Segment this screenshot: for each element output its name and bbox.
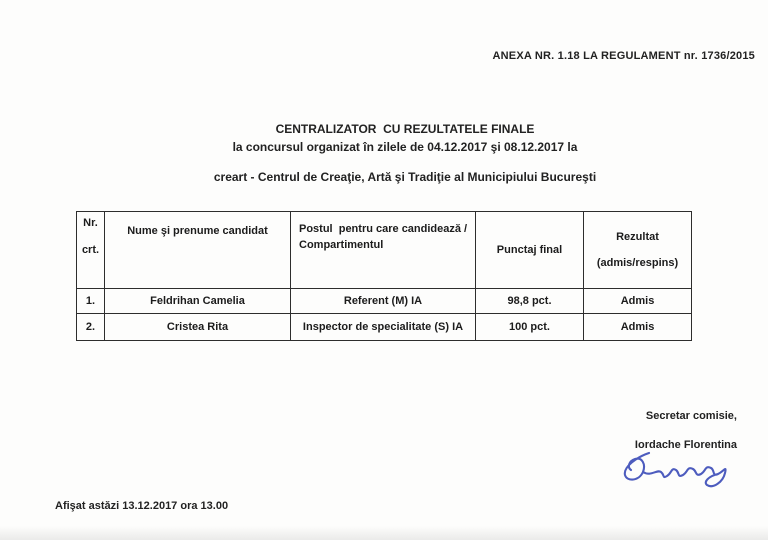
signature-block [615, 410, 737, 491]
header-nr-line1: Nr. [83, 217, 98, 229]
header-final-score: Punctaj final [476, 212, 584, 289]
header-candidate-name: Nume şi prenume candidat [105, 212, 291, 289]
signature-name: Iordache Florentina [634, 439, 737, 451]
table-row [77, 314, 692, 341]
handwritten-signature [615, 447, 735, 491]
header-nr-crt [77, 212, 105, 289]
header-position-line1: Postul pentru care candidează / [299, 223, 468, 235]
annex-reference: ANEXA NR. 1.18 LA REGULAMENT nr. 1736/2015 [492, 50, 755, 62]
results-table [76, 211, 692, 341]
cell-candidate-name: Cristea Rita [105, 314, 291, 341]
cell-score: 98,8 pct. [476, 289, 584, 314]
cell-nr: 1. [77, 289, 105, 314]
document-title: CENTRALIZATOR CU REZULTATELE FINALE [275, 122, 535, 136]
table-row [77, 289, 692, 314]
cell-nr: 2. [77, 314, 105, 341]
scan-edge-shadow [0, 526, 768, 540]
cell-result: Admis [584, 289, 692, 314]
posted-date-note: Afişat astăzi 13.12.2017 ora 13.00 [55, 500, 229, 512]
cell-candidate-name: Feldrihan Camelia [105, 289, 291, 314]
cell-result: Admis [584, 314, 692, 341]
header-result-line2: (admis/respins) [596, 257, 679, 269]
signature-role: Secretar comisie, [645, 410, 737, 422]
header-nr-line2: crt. [81, 244, 100, 256]
cell-score: 100 pct. [476, 314, 584, 341]
header-result-line1: Rezultat [616, 231, 659, 243]
header-result [584, 212, 692, 289]
header-position-line2: Compartimentul [299, 239, 384, 251]
cell-position: Inspector de specialitate (S) IA [291, 314, 476, 341]
document-subtitle: la concursul organizat în zilele de 04.12.2017 şi 08.12.2017 la [232, 140, 578, 154]
cell-position: Referent (M) IA [291, 289, 476, 314]
organization-name: creart - Centrul de Creaţie, Artă şi Tradiţie al Municipiului Bucureşti [213, 170, 597, 184]
table-header-row [77, 212, 692, 289]
header-position [291, 212, 476, 289]
document-title-block [40, 120, 768, 156]
